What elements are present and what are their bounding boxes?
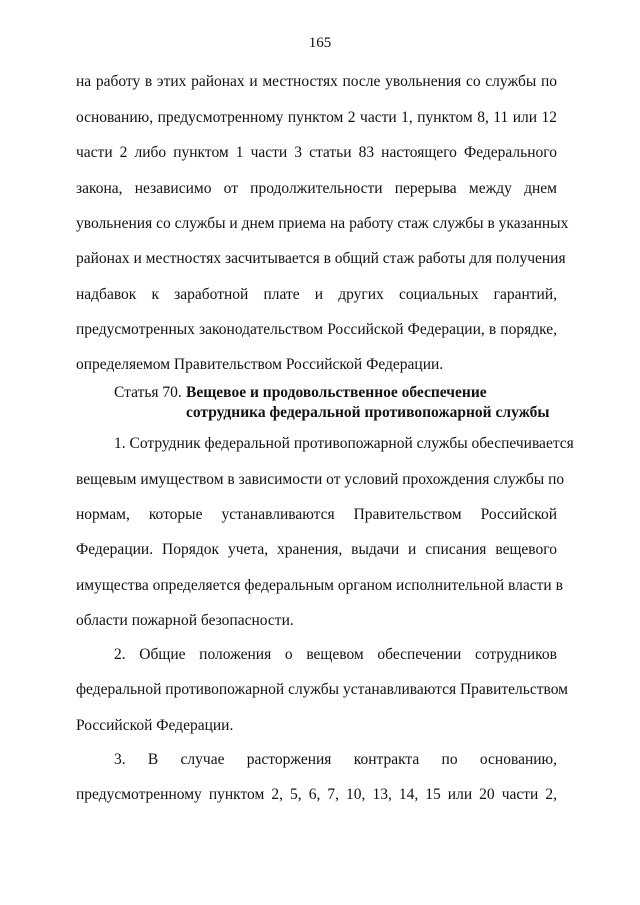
text-line: 3. В случае расторжения контракта по основанию,	[114, 751, 557, 768]
text-line: федеральной противопожарной службы устанавливаются Правительством	[76, 681, 568, 698]
text-line: имущества определяется федеральным органом исполнительной власти в	[76, 577, 563, 594]
text-line: определяемом Правительством Российской Федерации.	[76, 356, 444, 373]
text-line: 1. Сотрудник федеральной противопожарной службы обеспечивается	[114, 435, 574, 452]
text-line: части 2 либо пунктом 1 части 3 статьи 83 настоящего Федерального	[76, 144, 557, 161]
text-line: на работу в этих районах и местностях после увольнения со службы по	[76, 73, 557, 90]
article-title-line-2: сотрудника федеральной противопожарной службы	[186, 404, 550, 421]
text-line: надбавок к заработной плате и других социальных гарантий,	[76, 286, 557, 303]
text-line: увольнения со службы и днем приема на работу стаж службы в указанных	[76, 215, 569, 232]
text-line: предусмотренному пунктом 2, 5, 6, 7, 10, 13, 14, 15 или 20 части 2,	[76, 786, 557, 803]
text-line: основанию, предусмотренному пунктом 2 части 1, пунктом 8, 11 или 12	[76, 109, 557, 126]
text-line: Российской Федерации.	[76, 717, 234, 734]
text-line: 2. Общие положения о вещевом обеспечении сотрудников	[114, 646, 557, 663]
text-line: предусмотренных законодательством Российской Федерации, в порядке,	[76, 321, 557, 338]
article-title-line-1: Вещевое и продовольственное обеспечение	[186, 384, 487, 401]
text-line: области пожарной безопасности.	[76, 612, 294, 629]
text-line: закона, независимо от продолжительности перерыва между днем	[76, 180, 557, 197]
text-line: районах и местностях засчитывается в общий стаж работы для получения	[76, 250, 566, 267]
page-number: 165	[308, 35, 332, 51]
article-label: Статья 70.	[114, 384, 182, 401]
text-line: Федерации. Порядок учета, хранения, выдачи и списания вещевого	[76, 541, 557, 558]
text-line: нормам, которые устанавливаются Правительством Российской	[76, 506, 557, 523]
text-line: вещевым имуществом в зависимости от условий прохождения службы по	[76, 471, 565, 488]
